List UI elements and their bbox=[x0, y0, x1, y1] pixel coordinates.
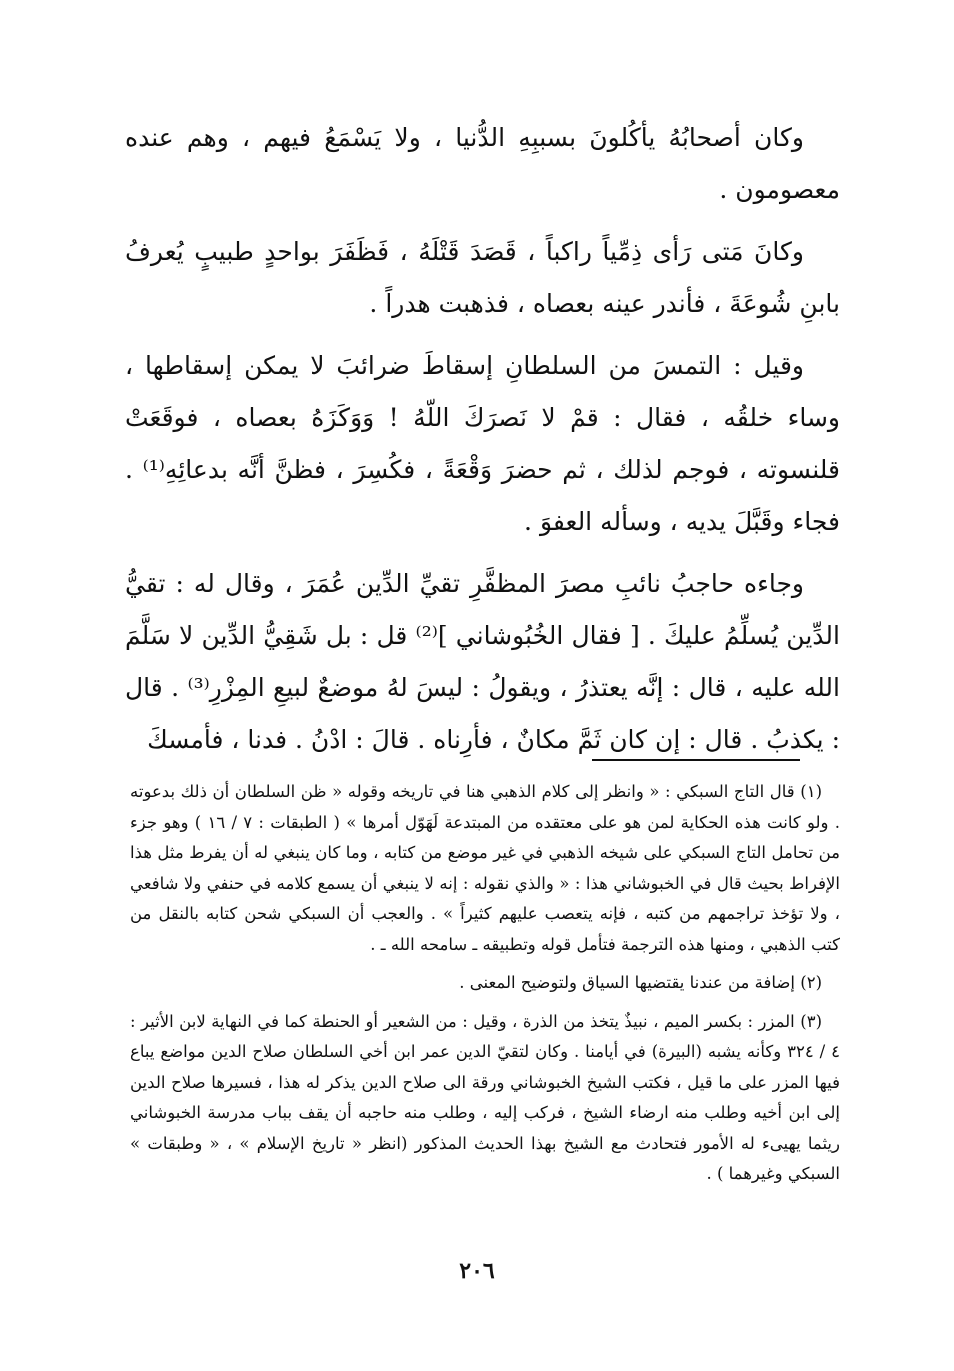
footnote-1: (١) قال التاج السبكي : « وانظر إلى كلام الذهبي هنا في تاريخه وقوله « ظن السلطان أن ذلك بدعوته . ولو كانت هذه الحكاية لمن هو على معتقده من المبتدعة لَهَوّل أمرها » ( الطبقات : ٧ / ١٦ ) وهو جزء من تحامل التاج السبكي على شيخه الذهبي في غير موضع من كتابه ، وما كان ينبغي له أن يفرط مثل هذا الإفراط بحيث قال في الخبوشاني هذا : « والذي نقوله : إنه لا ينبغي أن يسمع كلامه في حنفي ولا شافعي ، ولا تؤخذ تراجمهم من كتبه ، فإنه يتعصب عليهم كثيراً » . والعجب أن السبكي شحن كتابه بالنقل من كتب الذهبي ، ومنها هذه الترجمة فتأمل قوله وتطبيقه ـ سامحه الله ـ . bbox=[130, 782, 840, 954]
main-text-block bbox=[125, 112, 840, 776]
body-paragraph-4: وجاءه حاجبُ نائبِ مصرَ المظفَّرِ تقيِّ الدِّين عُمَرَ ، وقال له : تقيُّ الدِّين يُسلِّمُ عليكَ . [ فقال الخُبُوشاني ]⁽²⁾ قل : بل شَقِيُّ الدِّين لا سَلَّمَ الله عليه ، قال : إنَّه يعتذرُ ، ويقولُ : ليسَ لهُ موضعٌ لبيعِ المِزْرِ⁽³⁾ . قال : يكذبُ . قال : إن كان ثَمَّ مكانٌ ، فأرِناه . قالَ : ادْنُ . فدنا ، فأمسكَ bbox=[125, 569, 840, 754]
body-paragraph-1: وكان أصحابُهُ يأكُلونَ بسببِهِ الدُّنيا ، ولا يَسْمَعُ فيهم ، وهم عنده معصومون . bbox=[125, 123, 840, 204]
body-paragraph-3: وقيل : التمسَ من السلطانِ إسقاطَ ضرائبَ لا يمكن إسقاطها ، وساء خلقُه ، فقال : قمْ لا نَصرَكَ اللّهُ ! وَوَكَزَهُ بعصاه ، فوقَعَتْ قلنسوته ، فوجم لذلك ، ثم حضرَ وَقْعَةً ، فكُسِرَ ، فظنَّ أنَّه بدعائِهِ⁽¹⁾ . فجاء وقَبَّلَ يديه ، وسأله العفوَ . bbox=[125, 351, 840, 536]
footnotes-block bbox=[130, 777, 840, 1198]
body-paragraph-2: وكانَ مَتى رَأى ذِمِّياً راكباً ، قَصَدَ قَتْلَهُ ، فَظَفَرَ بواحدٍ طبيبٍ يُعرفُ بابنِ شُوعَةَ ، فأندر عينه بعصاه ، فذهبت هدراً . bbox=[125, 237, 840, 318]
footnote-divider bbox=[592, 759, 800, 761]
footnote-3: (٣) المزر : بكسر الميم ، نبيذٌ يتخذ من الذرة ، وقيل : من الشعير أو الحنطة كما في النهاية لابن الأثير : ٤ / ٣٢٤ وكأنه يشبه (البيرة) في أيامنا . وكان لتقيّ الدين عمر ابن أخي السلطان صلاح الدين مواضع يباع فيها المزر على ما قيل ، فكتب الشيخ الخبوشاني ورقة الى صلاح الدين يذكر له هذا ، فسيرها صلاح الدين إلى ابن أخيه وطلب منه ارضاء الشيخ ، فركب إليه ، وطلب منه حاجبه أن يقف بباب مدرسة الخبوشاني ريثما يهيىء له الأمور فتحادث مع الشيخ بهذا الحديث المذكور (انظر « تاريخ الإسلام » ، « وطبقات » السبكي وغيرهما ) . bbox=[130, 1011, 841, 1183]
page-number: ٢٠٦ bbox=[459, 1258, 495, 1284]
footnote-2: (٢) إضافة من عندنا يقتضيها السياق ولتوضيح المعنى . bbox=[459, 973, 822, 992]
